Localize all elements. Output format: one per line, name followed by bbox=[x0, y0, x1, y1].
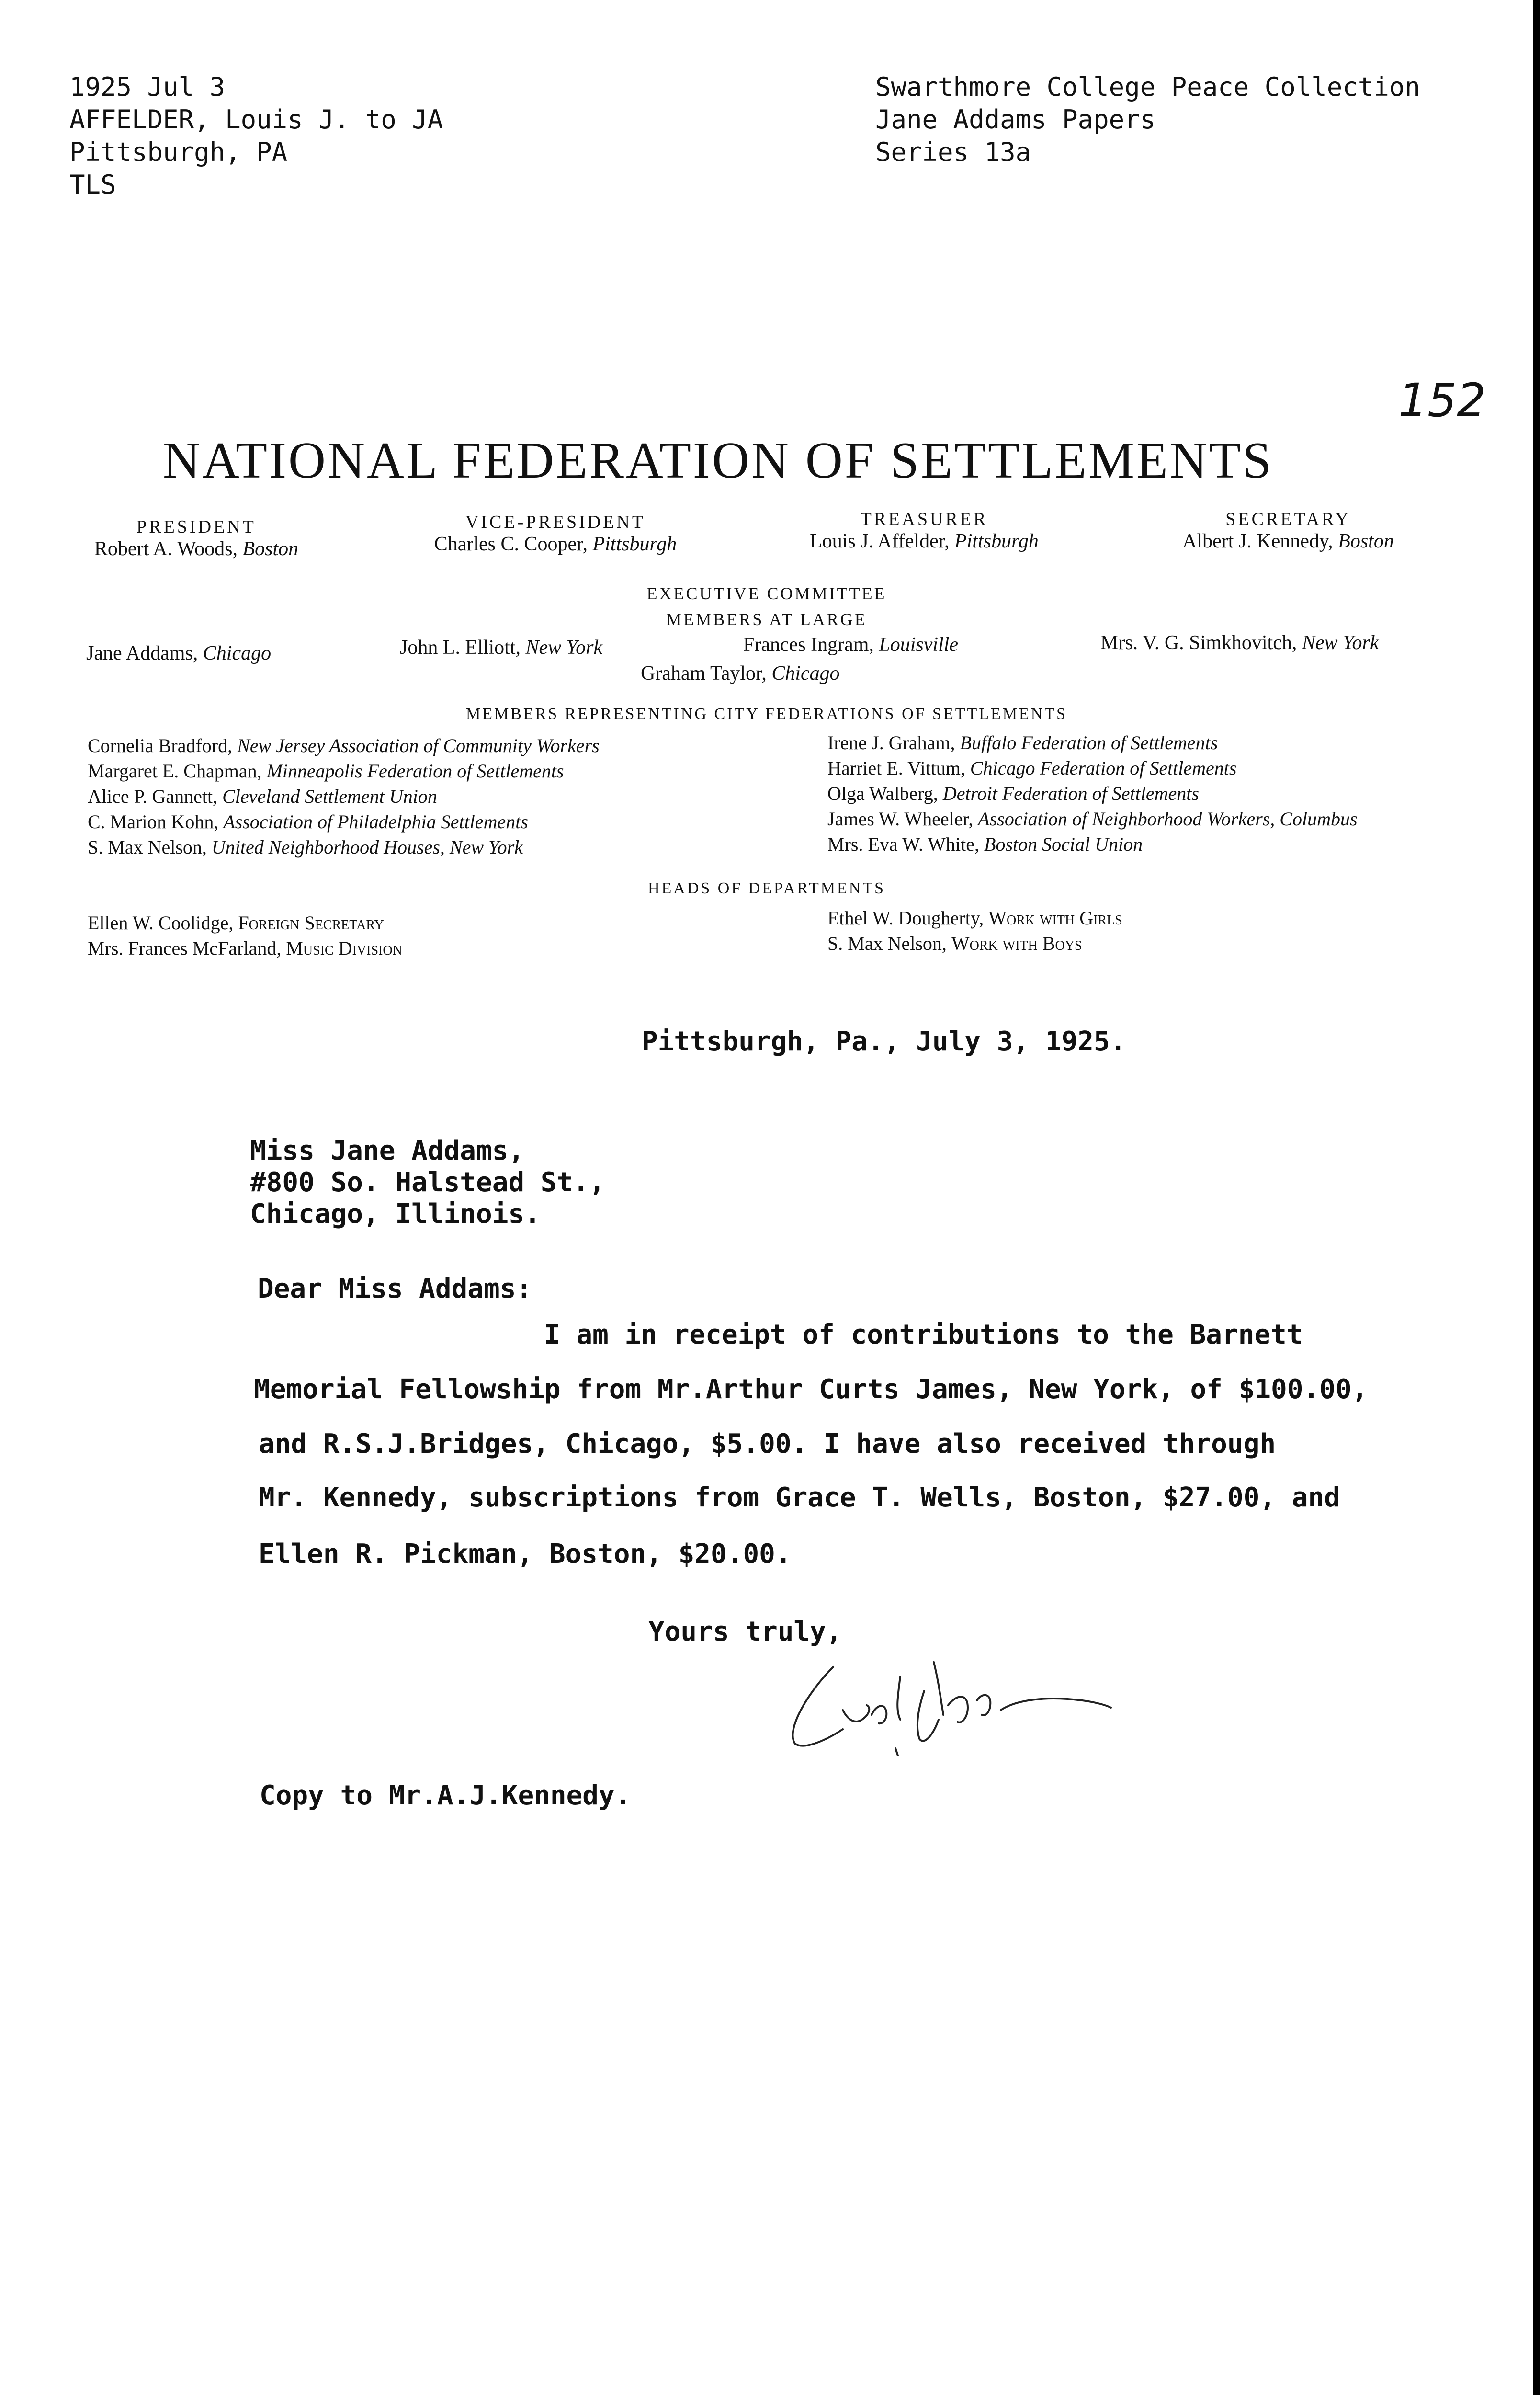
roster-entry: Harriet E. Vittum, Chicago Federation of Settlements bbox=[827, 757, 1237, 779]
address-line: Miss Jane Addams, bbox=[250, 1135, 525, 1166]
officer-role: TREASURER bbox=[860, 509, 988, 529]
officer-name: Robert A. Woods, bbox=[94, 538, 238, 560]
signature bbox=[776, 1648, 1121, 1763]
roster-entry: C. Marion Kohn, Association of Philadelphia Settlements bbox=[88, 811, 528, 833]
executive-committee-heading: EXECUTIVE COMMITTEE bbox=[646, 584, 887, 603]
city-federations-heading: MEMBERS REPRESENTING CITY FEDERATIONS OF SETTLEMENTS bbox=[465, 705, 1068, 723]
body-line: and R.S.J.Bridges, Chicago, $5.00. I have also received through bbox=[259, 1428, 1276, 1460]
roster-entry: Irene J. Graham, Buffalo Federation of Settlements bbox=[827, 732, 1218, 753]
officer-secretary bbox=[1149, 509, 1427, 553]
member-at-large: Jane Addams, Chicago bbox=[86, 642, 272, 664]
body-line: Memorial Fellowship from Mr.Arthur Curts James, New York, of $100.00, bbox=[254, 1374, 1368, 1405]
roster-entry: Mrs. Frances McFarland, Music Division bbox=[88, 937, 402, 959]
body-line: Ellen R. Pickman, Boston, $20.00. bbox=[259, 1539, 792, 1570]
roster-entry: Ethel W. Dougherty, Work with Girls bbox=[827, 907, 1122, 929]
salutation: Dear Miss Addams: bbox=[258, 1273, 532, 1304]
officer-role: PRESIDENT bbox=[136, 517, 256, 537]
archive-date: 1925 Jul 3 bbox=[69, 72, 226, 102]
archive-type: TLS bbox=[69, 170, 116, 200]
member-at-large: John L. Elliott, New York bbox=[400, 637, 603, 659]
officer-name: Charles C. Cooper, bbox=[434, 533, 588, 555]
dateline: Pittsburgh, Pa., July 3, 1925. bbox=[642, 1026, 1126, 1057]
department-heads-left bbox=[88, 910, 402, 961]
address-line: #800 So. Halstead St., bbox=[250, 1167, 605, 1198]
officer-role: VICE-PRESIDENT bbox=[465, 512, 646, 532]
officer-city: Boston bbox=[242, 538, 299, 560]
carbon-copy-note: Copy to Mr.A.J.Kennedy. bbox=[260, 1780, 631, 1811]
roster-entry: James W. Wheeler, Association of Neighborhood Workers, Columbus bbox=[827, 808, 1358, 830]
address-line: Chicago, Illinois. bbox=[250, 1198, 541, 1230]
body-line: Mr. Kennedy, subscriptions from Grace T. Wells, Boston, $27.00, and bbox=[259, 1482, 1340, 1513]
archive-citation bbox=[69, 71, 443, 201]
roster-entry: Cornelia Bradford, New Jersey Association of Community Workers bbox=[88, 735, 600, 756]
archive-correspondents: AFFELDER, Louis J. to JA bbox=[69, 104, 443, 135]
city-federation-list-right bbox=[827, 730, 1358, 857]
collection-papers: Jane Addams Papers bbox=[875, 104, 1156, 135]
page-number: 152 bbox=[1398, 374, 1486, 427]
officer-city: Boston bbox=[1338, 530, 1394, 552]
roster-entry: Olga Walberg, Detroit Federation of Settlements bbox=[827, 783, 1199, 804]
roster-entry: S. Max Nelson, Work with Boys bbox=[827, 933, 1082, 954]
body-line: I am in receipt of contributions to the Barnett bbox=[544, 1319, 1303, 1350]
member-at-large: Mrs. V. G. Simkhovitch, New York bbox=[1100, 632, 1379, 654]
closing: Yours truly, bbox=[648, 1616, 842, 1647]
officer-role: SECRETARY bbox=[1225, 509, 1351, 529]
member-at-large: Graham Taylor, Chicago bbox=[641, 662, 840, 684]
recipient-address bbox=[250, 1135, 605, 1230]
roster-entry: Alice P. Gannett, Cleveland Settlement Union bbox=[88, 786, 437, 807]
collection-name: Swarthmore College Peace Collection bbox=[875, 72, 1420, 102]
officer-treasurer bbox=[776, 509, 1073, 553]
archive-collection bbox=[875, 71, 1420, 169]
heads-of-departments-heading: HEADS OF DEPARTMENTS bbox=[647, 879, 886, 897]
officer-name: Louis J. Affelder, bbox=[810, 530, 950, 552]
officer-name: Albert J. Kennedy, bbox=[1182, 530, 1333, 552]
collection-series: Series 13a bbox=[875, 137, 1031, 167]
officer-president bbox=[62, 516, 330, 560]
officer-city: Pittsburgh bbox=[954, 530, 1039, 552]
member-at-large: Frances Ingram, Louisville bbox=[743, 634, 959, 656]
roster-entry: Margaret E. Chapman, Minneapolis Federation of Settlements bbox=[88, 760, 564, 782]
city-federation-list-left bbox=[88, 733, 600, 860]
archive-place: Pittsburgh, PA bbox=[69, 137, 288, 167]
roster-entry: Mrs. Eva W. White, Boston Social Union bbox=[827, 833, 1143, 855]
roster-entry: Ellen W. Coolidge, Foreign Secretary bbox=[88, 912, 384, 934]
roster-entry: S. Max Nelson, United Neighborhood Houses, New York bbox=[88, 836, 523, 858]
letterhead-title: NATIONAL FEDERATION OF SETTLEMENTS bbox=[163, 432, 1273, 489]
department-heads-right bbox=[827, 905, 1122, 956]
members-at-large-heading: MEMBERS AT LARGE bbox=[666, 610, 867, 629]
officer-city: Pittsburgh bbox=[592, 533, 677, 555]
officer-vice-president bbox=[402, 512, 709, 556]
